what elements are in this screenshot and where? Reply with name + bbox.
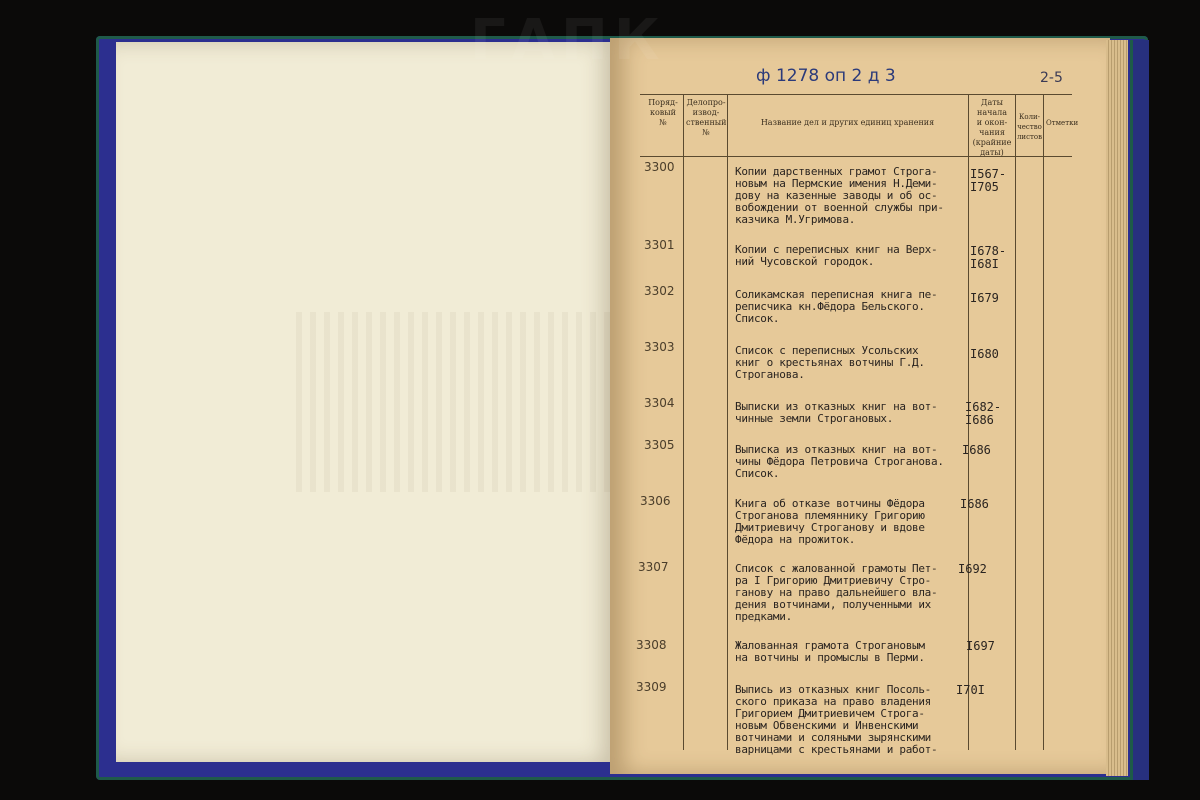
row-title: Копии с переписных книг на Верх- ний Чусовской городок. bbox=[735, 243, 938, 268]
row-dates: I686 bbox=[962, 443, 991, 457]
archive-watermark: ГАПК bbox=[470, 8, 666, 73]
row-title: Список с жалованной грамоты Пет- ра I Григорию Дмитриевичу Стро- ганову на право дальнейшего вла- дения вотчинами, полученными их предками. bbox=[735, 562, 938, 623]
row-title: Список с переписных Усольских книг о крестьянах вотчины Г.Д. Строганова. bbox=[735, 344, 925, 381]
row-number: 3308 bbox=[636, 638, 667, 652]
row-dates: I567- I705 bbox=[970, 167, 1007, 194]
page-stack-edge bbox=[1106, 40, 1128, 776]
row-number: 3304 bbox=[644, 396, 675, 410]
row-number: 3303 bbox=[644, 340, 675, 354]
row-number: 3302 bbox=[644, 284, 675, 298]
archive-code: ф 1278 оп 2 д 3 bbox=[756, 66, 896, 86]
header-office-number: Делопро- извод- ственный № bbox=[686, 98, 727, 137]
row-number: 3305 bbox=[644, 438, 675, 452]
row-dates: I678- I68I bbox=[970, 244, 1007, 271]
row-title: Выписка из отказных книг на вот- чины Фёдора Петровича Строганова. Список. bbox=[735, 443, 944, 480]
row-title: Выписки из отказных книг на вот- чинные земли Строгановых. bbox=[735, 400, 938, 425]
book-cover-edge bbox=[1130, 40, 1149, 780]
row-number: 3301 bbox=[644, 238, 675, 252]
row-title: Выпись из отказных книг Посоль- ского приказа на право владения Григорием Дмитриевичем Строга- новым Обвенскими и Инвенскими вотчинами и соляными зырянскими варницами с крестьянами и работ- bbox=[735, 683, 938, 756]
column-divider-1 bbox=[683, 94, 684, 750]
row-dates: I686 bbox=[960, 497, 989, 511]
table-header-top-rule bbox=[640, 94, 1072, 95]
row-number: 3307 bbox=[638, 560, 669, 574]
row-number: 3300 bbox=[644, 160, 675, 174]
row-dates: I682- I686 bbox=[965, 400, 1002, 427]
row-dates: I679 bbox=[970, 291, 999, 305]
header-notes: Отметки bbox=[1046, 119, 1079, 127]
column-divider-5 bbox=[1043, 94, 1044, 750]
row-dates: I697 bbox=[966, 639, 995, 653]
left-page-blank bbox=[116, 42, 616, 762]
row-dates: I70I bbox=[956, 683, 985, 697]
row-number: 3306 bbox=[640, 494, 671, 508]
row-title: Соликамская переписная книга пе- реписчика кн.Фёдора Бельского. Список. bbox=[735, 288, 938, 325]
row-dates: I692 bbox=[958, 562, 987, 576]
row-title: Книга об отказе вотчины Фёдора Строганова племяннику Григорию Дмитриевичу Строганову и вдове Фёдора на прожиток. bbox=[735, 497, 925, 546]
page-number: 2-5 bbox=[1040, 70, 1063, 86]
bleed-through-print bbox=[296, 312, 656, 492]
row-number: 3309 bbox=[636, 680, 667, 694]
row-title: Копии дарственных грамот Строга- новым на Пермские имения Н.Деми- дову на казенные заводы и об ос- вобождении от военной службы при- казчика М.Угримова. bbox=[735, 165, 944, 226]
row-dates: I680 bbox=[970, 347, 999, 361]
column-divider-2 bbox=[727, 94, 728, 750]
header-order-number: Поряд- ковый № bbox=[648, 98, 678, 127]
header-title: Название дел и других единиц хранения bbox=[760, 118, 935, 127]
header-dates: Даты начала и окон- чания (крайние даты) bbox=[972, 98, 1012, 157]
column-divider-4 bbox=[1015, 94, 1016, 750]
header-sheets: Коли- чество листов bbox=[1016, 113, 1043, 141]
row-title: Жалованная грамота Строгановым на вотчины и промыслы в Перми. bbox=[735, 639, 925, 664]
